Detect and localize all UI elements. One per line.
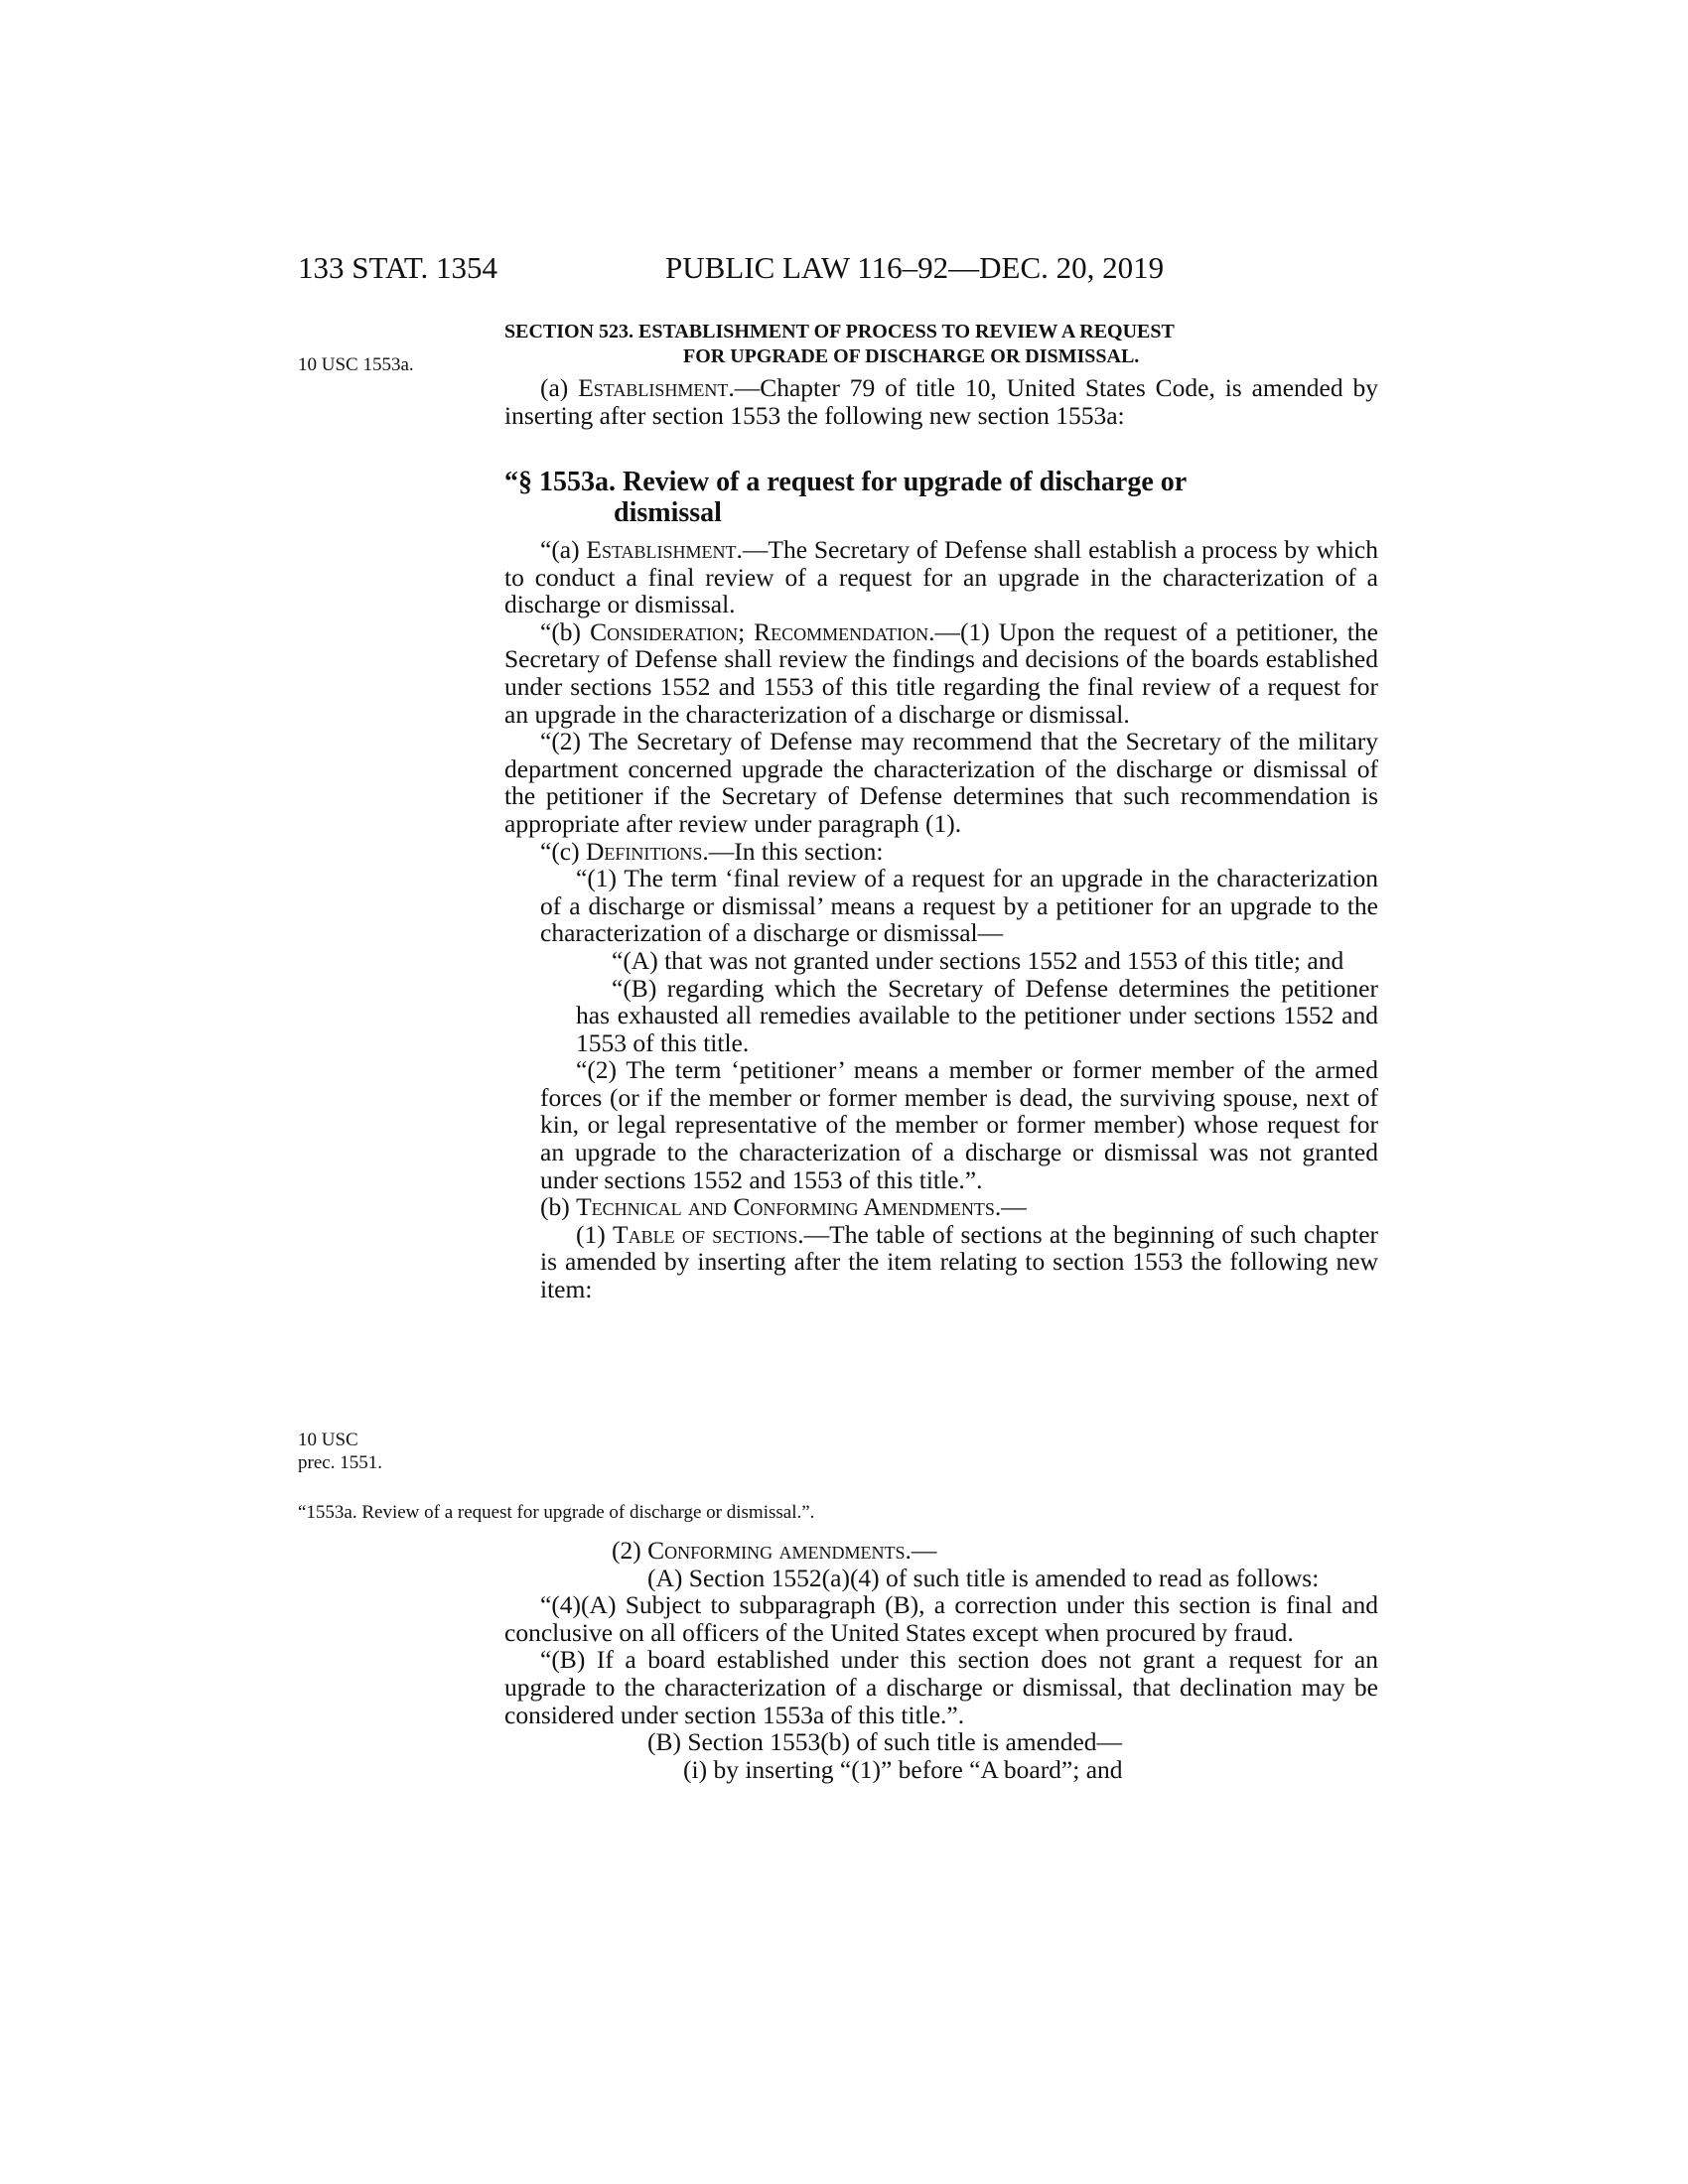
para-caps-heading: Table of sections [613, 1219, 798, 1249]
para-text: .—Chapter 79 of title 10, United States Code, is amended by inserting after section 1553 the following new section 1553a: [504, 373, 1378, 430]
paragraph-new-c1A: “(A) that was not granted under sections 1552 and 1553 of this title; and [612, 945, 1344, 975]
paragraph-b2A: (A) Section 1552(a)(4) of such title is amended to read as follows: [647, 1563, 1320, 1592]
para-label: (b) [540, 1192, 577, 1222]
para-text: .—(1) Upon the request of a petitioner, the Secretary of Defense shall review the findings and decisions of the boards established under sections 1552 and 1553 of this title regarding the final review of a request for an upgrade in the characterization of a discharge or dismissal. [504, 616, 1378, 729]
section-heading-line1: SECTION 523. ESTABLISHMENT OF PROCESS TO REVIEW A REQUEST [504, 321, 1175, 342]
paragraph-new-b [504, 618, 1378, 728]
para-caps-heading: Consideration; Recommendation [590, 616, 929, 646]
paragraph-b1 [504, 1221, 1378, 1303]
statute-page-number: 133 STAT. 1354 [298, 250, 498, 285]
para-text: .— [905, 1536, 937, 1565]
paragraph-new-b2: “(2) The Secretary of Defense may recommend that the Secretary of the military department concerned upgrade the characterization of the discharge or dismissal of the petitioner if the Secretary of Defense determines that such recommendation is appropriate after review under paragraph (1). [504, 727, 1378, 838]
paragraph-new-a [504, 536, 1378, 618]
para-caps-heading: Technical and Conforming Amendments [576, 1192, 995, 1222]
margin-note-line2: prec. 1551. [298, 1452, 382, 1473]
para-text: .—The table of sections at the beginning of such chapter is amended by inserting after the item relating to section 1553 the following new item: [540, 1219, 1379, 1304]
margin-note-1553a: 10 USC 1553a. [298, 354, 414, 375]
paragraph-b2 [504, 1537, 1378, 1565]
quoted-paragraph-4A: “(4)(A) Subject to subparagraph (B), a correction under this section is final and conclusive on all officers of the United States except when procured by fraud. [504, 1590, 1378, 1647]
para-label: (a) [540, 373, 579, 402]
para-text: .— [994, 1192, 1027, 1222]
new-section-heading [504, 467, 1378, 528]
table-of-sections-item: “1553a. Review of a request for upgrade of discharge or dismissal.”. [298, 1502, 815, 1523]
paragraph-new-c2: “(2) The term ‘petitioner’ means a member or former member of the armed forces (or if the member or former member is dead, the surviving spouse, next of kin, or legal representative of the member or former member) whose request for an upgrade to the characterization of a discharge or dismissal was not granted under sections 1552 and 1553 of this title.”. [540, 1055, 1378, 1194]
para-caps-heading: Definitions [586, 836, 703, 866]
page-header [298, 248, 1380, 288]
paragraph-b [504, 1193, 1378, 1221]
paragraph-new-c [504, 838, 1378, 866]
new-section-heading-line2: dismissal [614, 497, 722, 528]
para-label: (2) [612, 1536, 648, 1565]
para-caps-heading: Establishment [578, 373, 729, 402]
margin-note-line1: 10 USC [298, 1430, 358, 1450]
margin-note-prec-1551 [298, 1429, 447, 1474]
para-label: “(a) [540, 535, 587, 564]
para-label: “(c) [540, 836, 586, 866]
quoted-paragraph-4B: “(B) If a board established under this section does not grant a request for an upgrade to the characterization of a discharge or dismissal, that declination may be considered under section 1553a of this title.”. [504, 1645, 1378, 1729]
section-heading [504, 320, 1378, 369]
section-body-part2 [504, 536, 1378, 1303]
para-text: .—The Secretary of Defense shall establish a process by which to conduct a final review of a request for an upgrade in the characterization of a discharge or dismissal. [504, 535, 1378, 619]
para-label: (1) [576, 1219, 614, 1249]
para-caps-heading: Establishment [586, 535, 737, 564]
paragraph-b2Bi: (i) by inserting “(1)” before “A board”; and [683, 1754, 1123, 1784]
new-section-heading-line1: “§ 1553a. Review of a request for upgrade of discharge or [504, 467, 1188, 497]
para-label: “(b) [540, 616, 591, 646]
paragraph-a [504, 374, 1378, 429]
paragraph-new-c1: “(1) The term ‘final review of a request for an upgrade in the characterization of a discharge or dismissal’ means a request by a petitioner for an upgrade to the characterization of a discharge or dismissal— [540, 864, 1378, 948]
para-text: .—In this section: [702, 836, 884, 866]
paragraph-b2B: (B) Section 1553(b) of such title is amended— [647, 1727, 1123, 1757]
para-caps-heading: Conforming amendments [647, 1536, 906, 1565]
section-heading-line2: FOR UPGRADE OF DISCHARGE OR DISMISSAL. [683, 345, 1140, 367]
section-body-part3 [504, 1537, 1378, 1783]
paragraph-new-c1B: “(B) regarding which the Secretary of Defense determines the petitioner has exhausted all remedies available to the petitioner under sections 1552 and 1553 of this title. [576, 973, 1378, 1057]
new-section-heading-block [504, 467, 1378, 528]
public-law-title: PUBLIC LAW 116–92—DEC. 20, 2019 [665, 250, 1165, 285]
section-body-part1 [504, 374, 1378, 429]
